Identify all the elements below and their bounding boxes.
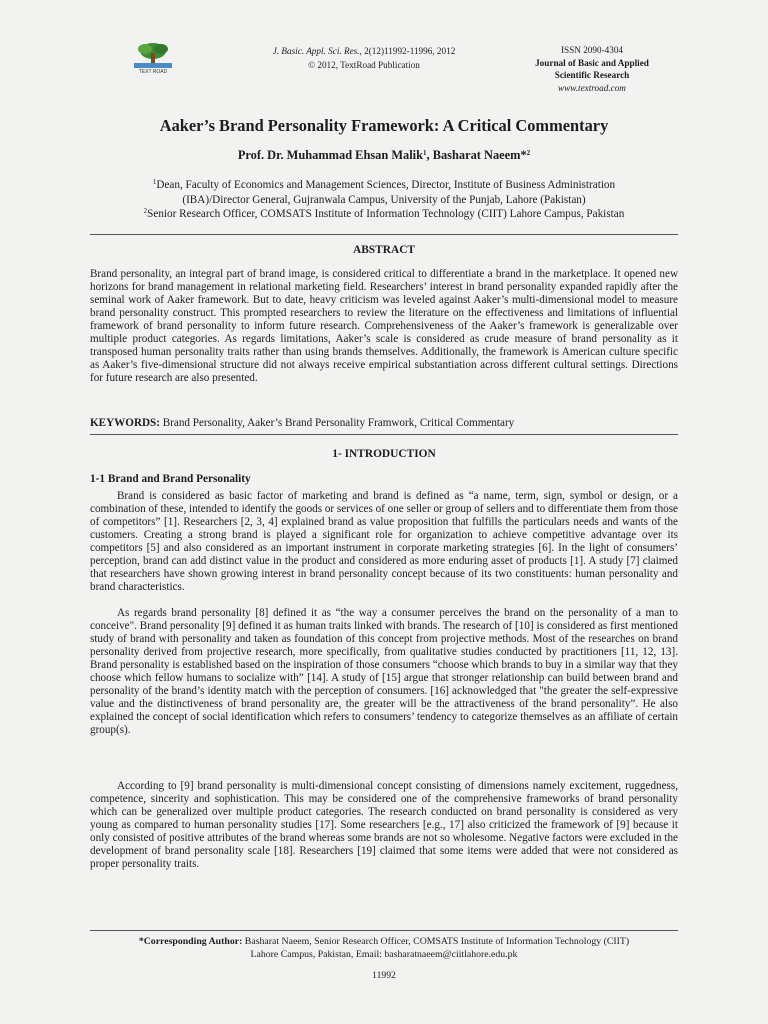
journal-abbrev: J. Basic. Appl. Sci. Res. [272,46,360,56]
author-2-sup: 2 [526,149,531,157]
journal-name-line1: Journal of Basic and Applied [535,57,649,68]
keywords-text: Brand Personality, Aaker’s Brand Personality Framwork, Critical Commentary [159,417,515,429]
citation: , 2(12)11992-11996, 2012 [359,46,456,56]
abstract-heading: ABSTRACT [352,244,416,256]
affil-1-line1: Dean, Faculty of Economics and Management Sciences, Director, Institute of Business Administration [156,179,616,191]
keywords [90,417,678,430]
copyright: © 2012, TextRoad Publication [308,60,420,70]
issn: ISSN 2090-4304 [560,45,624,55]
affil-1-line2: (IBA)/Director General, Gujranwala Campus, University of the Punjab, Lahore (Pakistan) [182,193,586,206]
abstract-top-rule [90,234,678,235]
corr-label: *Corresponding Author: [138,936,243,947]
abstract-text: Brand personality, an integral part of brand image, is considered critical to differentiate a brand in the marketplace. It opened new horizons for brand management in relational marketing field. Researchers’ interest in brand personality expanded rapidly after the seminal work of Aaker framework. But to date, heavy criticism was leveled against Aaker’s multi-dimensional model to measure brand personality construct. This prompted researchers to review the literature on the effectiveness and limitations of influential framework of brand personality to inform future research. Comprehensiveness of the Aaker’s framework is generalizable over multiple product categories. As regards limitations, Aaker’s scale is considered as crude measure of brand personality as it transposed human personality traits rather than using brands themselves. Additionally, the framework is American culture specific as Aaker’s five-dimensional structure did not always receive empirical substantiation across different cultural settings. Directions for future research are also presented. [90,268,678,385]
intro-paragraph-1: Brand is considered as basic factor of marketing and brand is defined as “a name, term, sign, symbol or design, or a combination of these, intended to identify the goods or services of one seller or group of sellers and to differentiate them from those of competitors” [1]. Researchers [2, 3, 4] explained brand as value proposition that fulfills the particulars needs and wants of the customers. Creating a strong brand is played a significant role for organization to achieve competitive advantage over its competitors [5] and also considered as an important instrument in corporate marketing strategies [6]. In the light of consumers’ perception, brand can add distinct value in the product and considered as more enduring asset of products [1]. A study [7] claimed that researchers have shown growing interest in brand personality concept because of its two constituents: human personality and brand characteristics. [90,490,678,594]
introduction-heading: 1- INTRODUCTION [332,448,436,460]
journal-info-block [492,44,692,94]
corresponding-author-footnote [90,936,678,961]
subsection-heading: 1-1 Brand and Brand Personality [90,473,251,485]
intro-paragraph-2: As regards brand personality [8] defined it as “the way a consumer perceives the brand on the personality of a man to conceive". Brand personality [9] defined it as human traits linked with brands. The research of [10] is considered as first mentioned study of brand with personality and taken as foundation of this concept from projective methods. Most of the researches on brand personality derived from projective research, more specifically, from qualitative studies conducted by practitioners [11, 12, 13]. Brand personality is established based on the inspiration of those consumers “choose which brands to buy in a similar way that they choose which fellow humans to socialize with” [14]. A study of [15] argue that stronger relationship can build between brand and personality of the brand’s identity match with the perception of consumers. [16] acknowledged that "the greater the self-expressive value and the distinctiveness of brand personality are, the greater will be the attractiveness of the brand personality”. He also explained the concept of social identification which refers to consumers’ tendency to categorize themselves as an affiliate of certain group(s). [90,607,678,737]
authors [0,148,768,163]
journal-citation-block [246,44,482,72]
journal-name-line2: Scientific Research [554,70,630,81]
keywords-label: KEYWORDS: [90,417,160,429]
corr-line2: Lahore Campus, Pakistan, Email: basharatnaeem@ciitlahore.edu.pk [250,948,518,960]
affil-2: Senior Research Officer, COMSATS Institute of Information Technology (CIIT) Lahore Campus, Pakistan [147,208,625,220]
corr-line1: Basharat Naeem, Senior Research Officer, COMSATS Institute of Information Technology (CIIT) [242,936,630,947]
journal-website-link[interactable]: www.textroad.com [558,82,626,93]
logo-text: TEXT ROAD [138,69,168,74]
author-1-sup: 1 [423,149,427,157]
affil-2-sup: 2 [143,207,148,215]
paper-title: Aaker’s Brand Personality Framework: A Critical Commentary [159,116,609,135]
author-separator: , [426,148,433,162]
textroad-logo [120,40,186,74]
author-2: Basharat Naeem* [432,148,527,162]
affiliations [60,178,708,222]
intro-paragraph-3: According to [9] brand personality is multi-dimensional concept consisting of dimensions namely excitement, ruggedness, competence, sincerity and sophistication. This may be considered one of the comprehensive frameworks of brand personality which can be generalized over multiple product categories. The research conducted on brand personality is considered as very young as compared to human personality studies [17]. Some researchers [e.g., 17] also criticized the framework of [9] because it only consisted of positive attributes of the brand whereas some brands are not so wholesome. Negative factors were excluded in the development of brand personality scale [18]. Researchers [19] claimed that some items were added that were not considered as proper personality traits. [90,780,678,871]
page-number: 11992 [372,970,396,981]
affil-1-sup: 1 [152,178,157,186]
author-1: Prof. Dr. Muhammad Ehsan Malik [237,148,424,162]
abstract-bottom-rule [90,434,678,435]
footnote-rule [90,930,678,931]
